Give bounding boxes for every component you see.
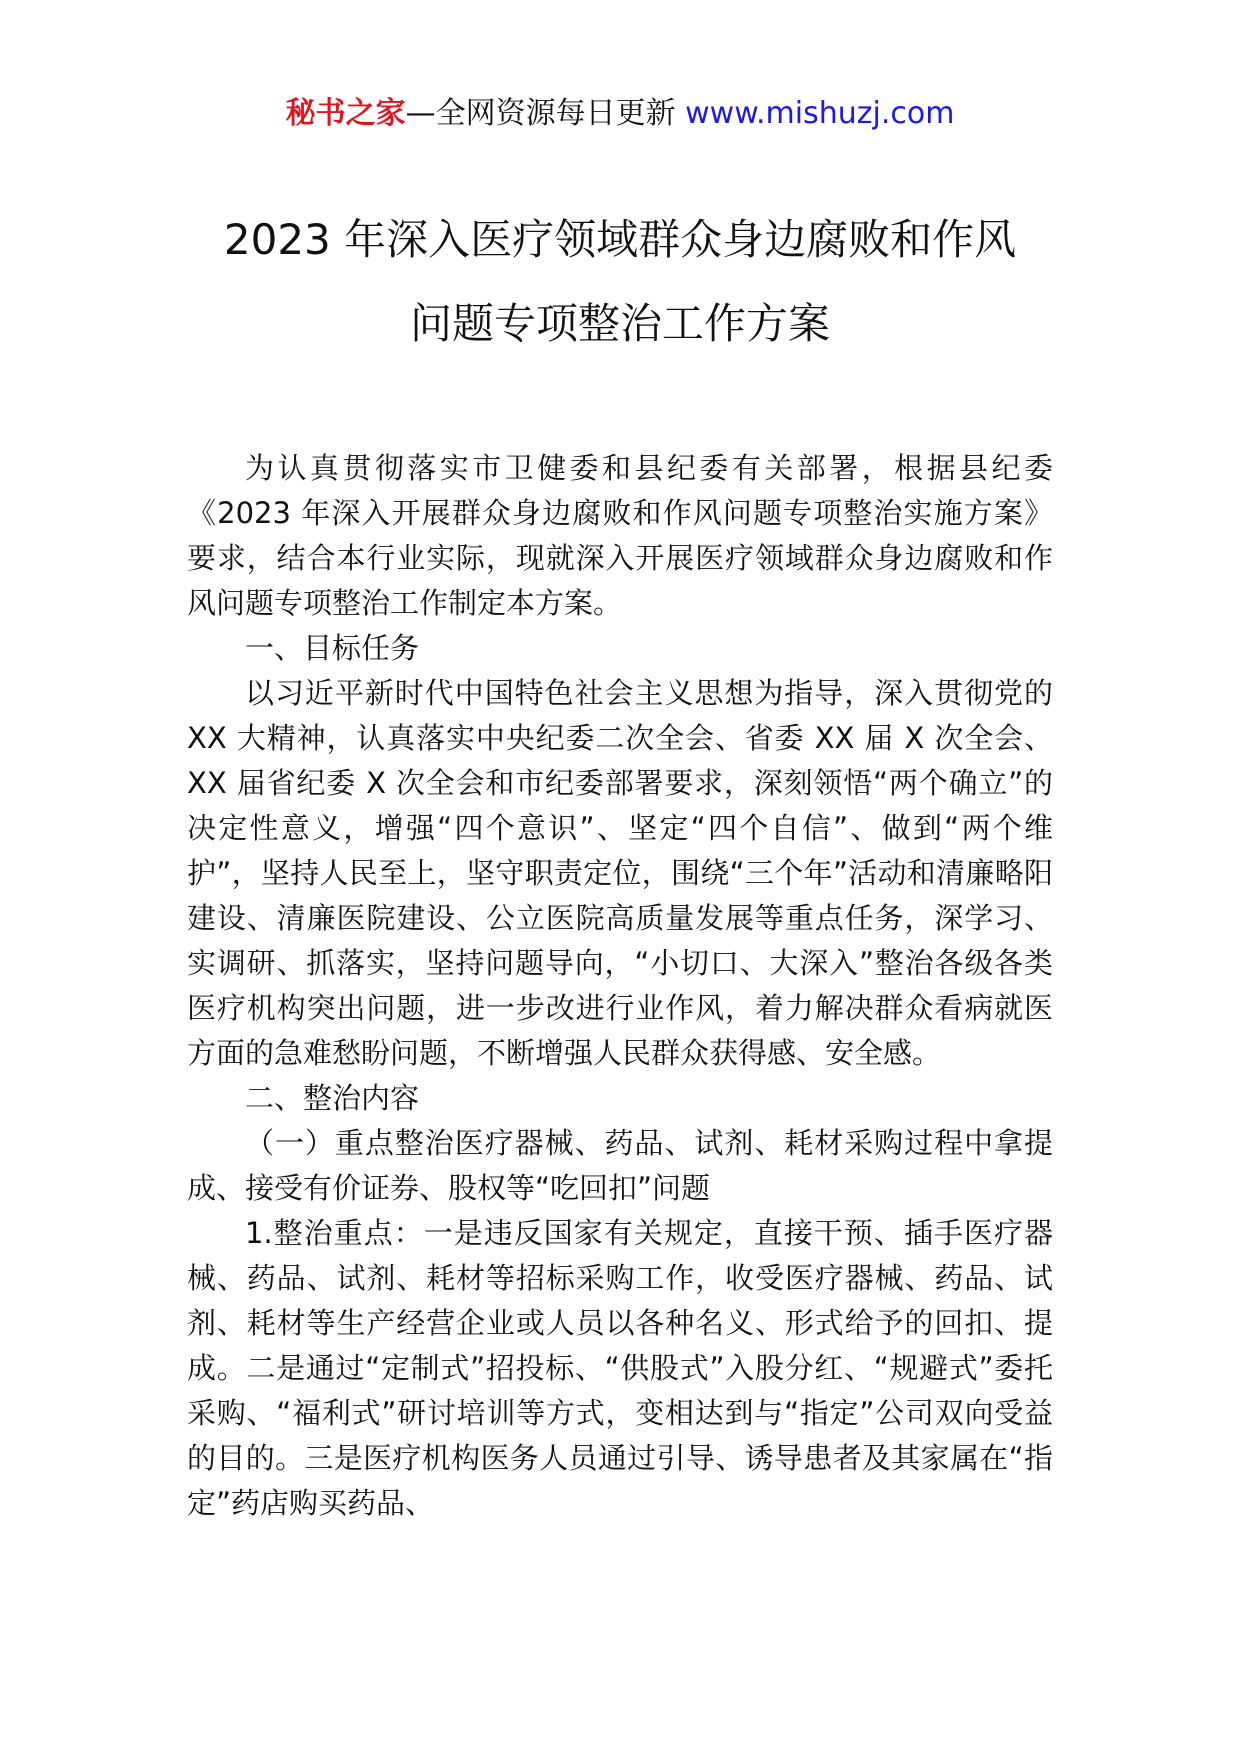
subsection-heading-1: （一）重点整治医疗器械、药品、试剂、耗材采购过程中拿提成、接受有价证券、股权等“吃回扣”问题: [187, 1126, 1053, 1205]
section-heading-content: 二、整治内容: [245, 1081, 420, 1115]
document-body: [187, 446, 1053, 1526]
document-title-line-1: 2023 年深入医疗领域群众身边腐败和作风: [223, 215, 1017, 264]
document-title-line-2: 问题专项整治工作方案: [409, 299, 830, 348]
intro-paragraph: 为认真贯彻落实市卫健委和县纪委有关部署，根据县纪委《2023 年深入开展群众身边腐败和作风问题专项整治实施方案》要求，结合本行业实际，现就深入开展医疗领域群众身边腐败和作风问题专项整治工作制定本方案。: [187, 451, 1053, 620]
document-title: [100, 198, 1140, 366]
site-tagline: —全网资源每日更新: [405, 96, 686, 131]
goals-paragraph: 以习近平新时代中国特色社会主义思想为指导，深入贯彻党的 XX 大精神，认真落实中央纪委二次全会、省委 XX 届 X 次全会、XX 届省纪委 X 次全会和市纪委部署要求，深刻领悟“两个确立”的决定性意义，增强“四个意识”、坚定“四个自信”、做到“两个维护”，坚持人民至上，坚守职责定位，围绕“三个年”活动和清廉略阳建设、清廉医院建设、公立医院高质量发展等重点任务，深学习、实调研、抓落实，坚持问题导向，“小切口、大深入”整治各级各类医疗机构突出问题，进一步改进行业作风，着力解决群众看病就医方面的急难愁盼问题，不断增强人民群众获得感、安全感。: [187, 676, 1053, 1070]
section-heading-goals: 一、目标任务: [245, 631, 420, 665]
site-header: [0, 92, 1240, 136]
site-url-link[interactable]: www.mishuzj.com: [685, 96, 955, 131]
focus-paragraph: 1.整治重点：一是违反国家有关规定，直接干预、插手医疗器械、药品、试剂、耗材等招标采购工作，收受医疗器械、药品、试剂、耗材等生产经营企业或人员以各种名义、形式给予的回扣、提成。二是通过“定制式”招投标、“供股式”入股分红、“规避式”委托采购、“福利式”研讨培训等方式，变相达到与“指定”公司双向受益的目的。三是医疗机构医务人员通过引导、诱导患者及其家属在“指定”药店购买药品、: [187, 1216, 1053, 1520]
site-brand: 秘书之家: [285, 96, 406, 131]
